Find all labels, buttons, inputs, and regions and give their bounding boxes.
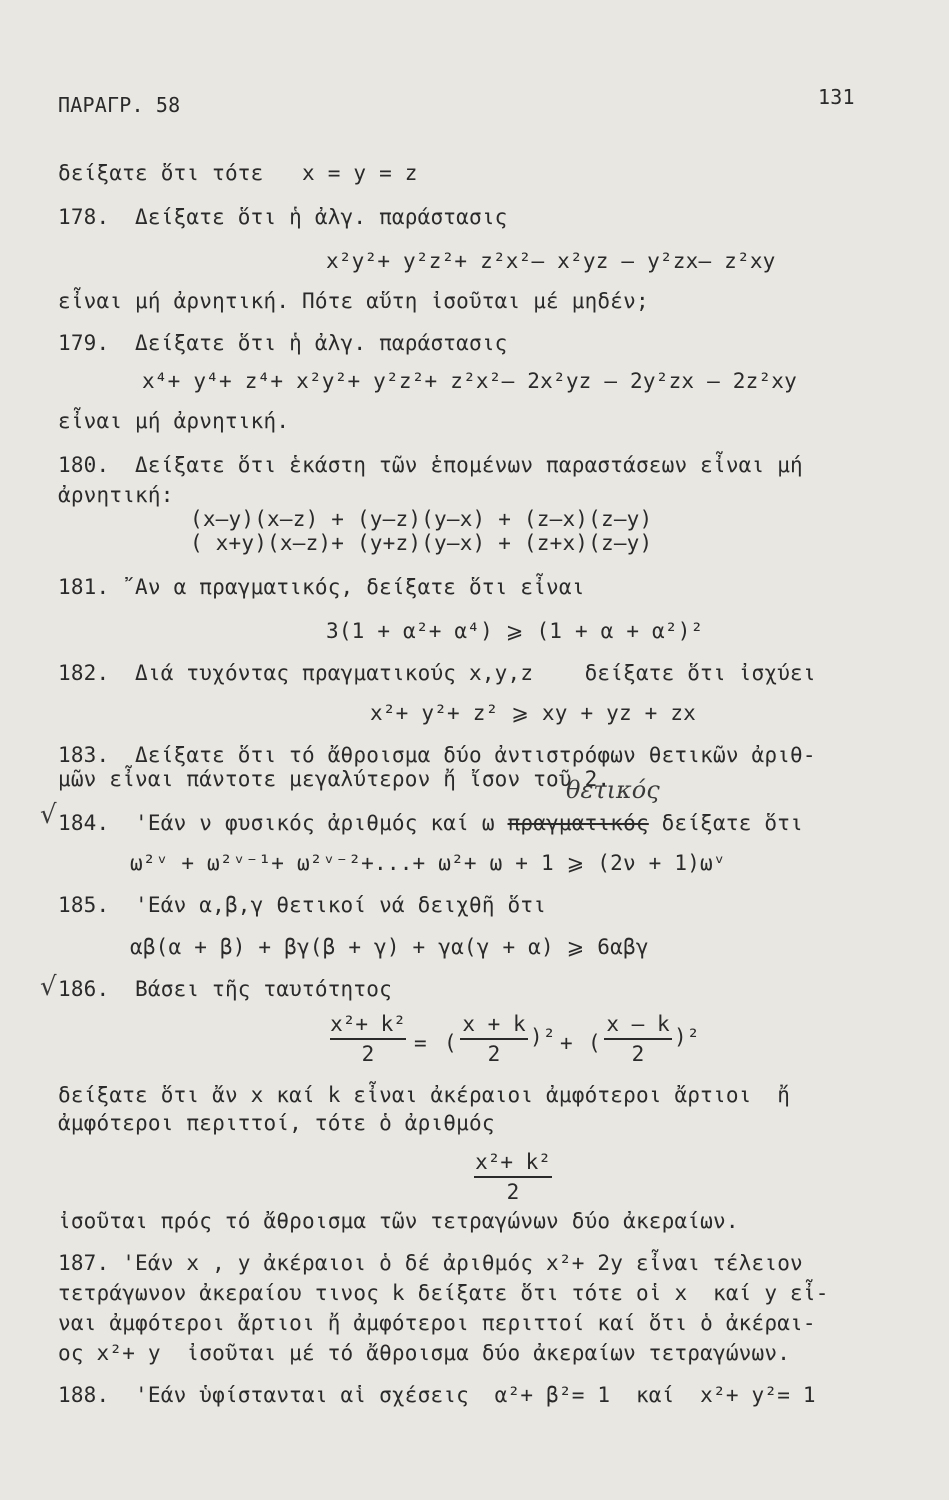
fraction [474,1150,552,1204]
exercise-185: 185. 'Εάν α,β,γ θετικοί νά δειχθῆ ὅτι [58,893,547,917]
text-line: δείξατε ὅτι τότε x = y = z [58,161,418,185]
fraction-bar [330,1038,406,1040]
text-segment: 184. 'Εάν ν φυσικός ἀριθμός καί ω [58,811,508,835]
numerator: x²+ k² [330,1012,406,1036]
equation: x²y²+ y²z²+ z²x²– x²yz – y²zx– z²xy [326,249,776,273]
fraction [604,1012,672,1066]
fraction-bar [474,1176,552,1178]
exercise-183: 183. Δείξατε ὅτι τό ἄθροισμα δύο ἀντιστρόφων θετικῶν ἀριθ- [58,743,816,767]
equation: (x–y)(x–z) + (y–z)(y–x) + (z–x)(z–y) [190,507,653,531]
exercise-179: 179. Δείξατε ὅτι ἡ ἀλγ. παράστασις [58,331,508,355]
fraction-bar [604,1038,672,1040]
margin-check-mark: √ [40,800,57,830]
paren: )² [530,1025,556,1049]
struck-word: πραγματικός [507,811,649,835]
text-line: μῶν εἶναι πάντοτε μεγαλύτερον ἤ ἴσον τοῦ 2. [58,767,611,791]
section-header: ΠΑΡΑΓΡ. 58 [58,93,181,117]
paren: ( [588,1031,601,1055]
margin-check-mark: √ [40,972,57,1002]
equation: x²+ y²+ z² ⩾ xy + yz + zx [370,701,697,725]
equals-sign: = [414,1031,427,1055]
handwritten-correction: θετικός [566,776,660,804]
exercise-186: 186. Βάσει τῆς ταυτότητος [58,977,392,1001]
equation: ( x+y)(x–z)+ (y+z)(y–x) + (z+x)(z–y) [190,531,653,555]
equation: 3(1 + α²+ α⁴) ⩾ (1 + α + α²)² [326,619,704,643]
text-line: δείξατε ὅτι ἄν x καί k εἶναι ἀκέραιοι ἀμφότεροι ἄρτιοι ἤ [58,1083,791,1107]
exercise-178: 178. Δείξατε ὅτι ἡ ἀλγ. παράστασις [58,205,508,229]
paren: ( [444,1031,457,1055]
text-line: τετράγωνον ἀκεραίου τινος k δείξατε ὅτι τότε οἱ x καί y εἶ- [58,1281,829,1305]
text-line: ναι ἀμφότεροι ἄρτιοι ἤ ἀμφότεροι περιττοί καί ὅτι ὁ ἀκέραι- [58,1311,816,1335]
text-line: εἶναι μή ἀρνητική. Πότε αὕτη ἰσοῦται μέ μηδέν; [58,289,649,313]
exercise-184 [58,810,803,836]
fraction [330,1012,406,1066]
numerator: x + k [462,1012,526,1036]
text-segment: δείξατε ὅτι [648,811,803,835]
paren: )² [674,1025,700,1049]
equation: ω²ᵛ + ω²ᵛ⁻¹+ ω²ᵛ⁻²+...+ ω²+ ω + 1 ⩾ (2ν + 1)ωᵛ [130,851,726,875]
text-line: ἰσοῦται πρός τό ἄθροισμα τῶν τετραγώνων δύο ἀκεραίων. [58,1209,739,1233]
text-line: εἶναι μή ἀρνητική. [58,409,290,433]
plus-sign: + [560,1031,573,1055]
exercise-182: 182. Διά τυχόντας πραγματικούς x,y,z δείξατε ὅτι ἰσχύει [58,661,816,685]
equation: αβ(α + β) + βγ(β + γ) + γα(γ + α) ⩾ 6αβγ [130,935,649,959]
text-line: ος x²+ y ἰσοῦται μέ τό ἄθροισμα δύο ἀκεραίων τετραγώνων. [58,1341,791,1365]
exercise-181: 181. ῎Αν α πραγματικός, δείξατε ὅτι εἶναι [58,575,585,599]
exercise-188: 188. 'Εάν ὑφίστανται αἱ σχέσεις α²+ β²= 1 καί x²+ y²= 1 [58,1383,816,1407]
equation: x⁴+ y⁴+ z⁴+ x²y²+ y²z²+ z²x²– 2x²yz – 2y²zx – 2z²xy [142,369,797,393]
exercise-187: 187. 'Εάν x , y ἀκέραιοι ὁ δέ ἀριθμός x²+ 2y εἶναι τέλειον [58,1251,803,1275]
fraction-bar [460,1038,528,1040]
exercise-180: 180. Δείξατε ὅτι ἑκάστη τῶν ἑπομένων παραστάσεων εἶναι μή [58,453,803,477]
numerator: x²+ k² [475,1150,551,1174]
fraction [460,1012,528,1066]
page-number: 131 [818,85,855,109]
denominator: 2 [506,1180,520,1204]
text-line: ἀμφότεροι περιττοί, τότε ὁ ἀριθμός [58,1111,495,1135]
denominator: 2 [361,1042,375,1066]
numerator: x – k [606,1012,670,1036]
denominator: 2 [487,1042,501,1066]
text-line: ἀρνητική: [58,483,174,507]
denominator: 2 [631,1042,645,1066]
